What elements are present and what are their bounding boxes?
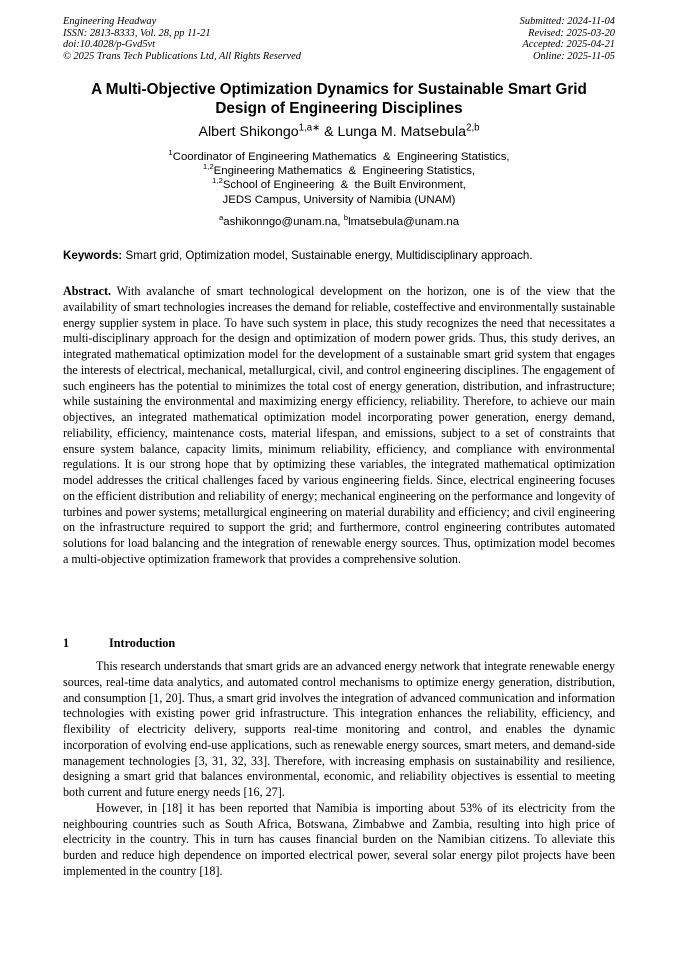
affiliation-text: School of Engineering & the Built Environment, xyxy=(222,179,466,192)
publication-dates xyxy=(520,16,615,62)
affiliation-text: Engineering Mathematics & Engineering Statistics, xyxy=(213,165,476,178)
affiliation-mark: 1,2 xyxy=(202,162,214,172)
email-a-mark: a xyxy=(218,213,224,223)
copyright-line: © 2025 Trans Tech Publications Ltd, All Rights Reserved xyxy=(63,50,301,62)
accepted-date: Accepted: 2025-04-21 xyxy=(522,39,615,51)
keywords-text: Smart grid, Optimization model, Sustainable energy, Multidisciplinary approach. xyxy=(122,249,533,262)
abstract xyxy=(63,284,615,568)
online-date: Online: 2025-11-05 xyxy=(532,50,615,62)
journal-name: Engineering Headway xyxy=(63,16,157,27)
abstract-label: Abstract. xyxy=(63,284,112,298)
keywords-label: Keywords: xyxy=(63,249,123,262)
revised-date: Revised: 2025-03-20 xyxy=(528,27,615,39)
doi-line: doi:10.4028/p-Gvd5vt xyxy=(63,39,156,51)
author-2-name: Lunga M. Matsebula xyxy=(337,124,467,140)
section-title: Introduction xyxy=(109,636,176,650)
author-1-name: Albert Shikongo xyxy=(198,124,299,140)
keywords xyxy=(63,249,615,263)
email-a-link[interactable]: ashikonngo@unam.na xyxy=(223,216,338,228)
affiliations xyxy=(63,150,615,207)
affiliation-line xyxy=(63,164,615,178)
affiliation-mark: 1 xyxy=(168,148,173,158)
affiliation-line xyxy=(63,178,615,192)
submitted-date: Submitted: 2024-11-04 xyxy=(519,16,615,27)
body-paragraph: However, in [18] it has been reported that Namibia is importing about 53% of its electricity from the neighbouring countries such as South Africa, Botswana, Zimbabwe and Zambia, resulting into high price of electricity in the country. This in turn has causes financial burden on the Namibian citizens. To alleviate this burden and reduce high dependence on imported electrical power, several solar energy pilot projects have been implemented in the country [18]. xyxy=(63,800,615,878)
author-1-affiliation-mark: 1,a∗ xyxy=(298,122,321,134)
affiliation-line xyxy=(63,150,615,164)
email-b-link[interactable]: lmatsebula@unam.na xyxy=(348,216,460,228)
section-number: 1 xyxy=(63,636,70,650)
journal-info xyxy=(63,16,301,62)
paper-title xyxy=(63,81,615,118)
author-2-affiliation-mark: 2,b xyxy=(466,122,480,134)
affiliation-text: Coordinator of Engineering Mathematics & Engineering Statistics, xyxy=(172,151,510,163)
abstract-text: With avalanche of smart technological development on the horizon, one is of the view that the availability of smart technologies increases the demand for reliable, costeffective and environmentally sustainable energy supplier system in place. To have such system in place, this study recognizes the need that necessitates a multi-disciplinary approach for the design and optimization of modern power grids. Thus, this study derives, an integrated mathematical optimization model for the development of a sustainable smart grid system that engages the interests of electrical, mechanical, metallurgical, civil, and control engineering disciplines. The engagement of such engineers has the potential to minimizes the total cost of energy generation, distribution, and infrastructure; while sustaining the environmental and maximizing energy efficiency, reliability. Therefore, to achieve our main objectives, an integrated mathematical optimization model incorporating power generation, energy demand, reliability, efficiency, maintenance costs, material lifespan, and emissions, subject to a set of constraints that ensure system balance, capacity limits, minimum reliability, efficiency, and compliance with environmental regulations. It is our strong hope that by optimizing these variables, the integrated mathematical optimization model addresses the critical challenges faced by various engineering fields. Since, electrical engineering focuses on the efficient distribution and reliability of energy; mechanical engineering on the performance and longevity of turbines and power systems; metallurgical engineering on material durability and efficiency; and civil engineering on the infrastructure required to support the grid; and furthermore, control engineering contributes automated solutions for load balancing and the integration of renewable energy sources. Thus, optimization model becomes a multi-objective optimization framework that provides a comprehensive solution. xyxy=(63,284,615,566)
author-list xyxy=(63,123,615,141)
title-line-1: A Multi-Objective Optimization Dynamics for Sustainable Smart Grid xyxy=(91,81,587,98)
author-separator: & xyxy=(320,124,338,140)
author-emails xyxy=(63,215,615,229)
section-body xyxy=(63,659,615,880)
affiliation-mark: 1,2 xyxy=(212,176,223,186)
affiliation-line xyxy=(63,193,615,207)
affiliation-text: JEDS Campus, University of Namibia (UNAM) xyxy=(222,193,456,206)
body-paragraph: This research understands that smart grids are an advanced energy network that integrate renewable energy sources, real-time data analytics, and automated control mechanisms to optimize energy generation, distribution, and consumption [1, 20]. Thus, a smart grid involves the integration of advanced communication and information technologies with existing power grid infrastructure. This integration enhances the reliability, efficiency, and flexibility of electricity delivery, supports real-time monitoring and control, and enables the dynamic incorporation of evolving end-use applications, such as renewable energy sources, smart meters, and demand-side management technologies [3, 31, 32, 33]. Therefore, with increasing emphasis on sustainability and resilience, designing a smart grid that balances environmental, economic, and reliability objectives is essential to meeting both current and future energy needs [16, 27]. xyxy=(63,659,615,799)
issn-line: ISSN: 2813-8333, Vol. 28, pp 11-21 xyxy=(63,27,211,39)
email-b-mark: b xyxy=(343,213,349,223)
title-line-2: Design of Engineering Disciplines xyxy=(215,99,463,117)
email-separator: , xyxy=(337,216,344,228)
section-heading xyxy=(63,636,615,651)
